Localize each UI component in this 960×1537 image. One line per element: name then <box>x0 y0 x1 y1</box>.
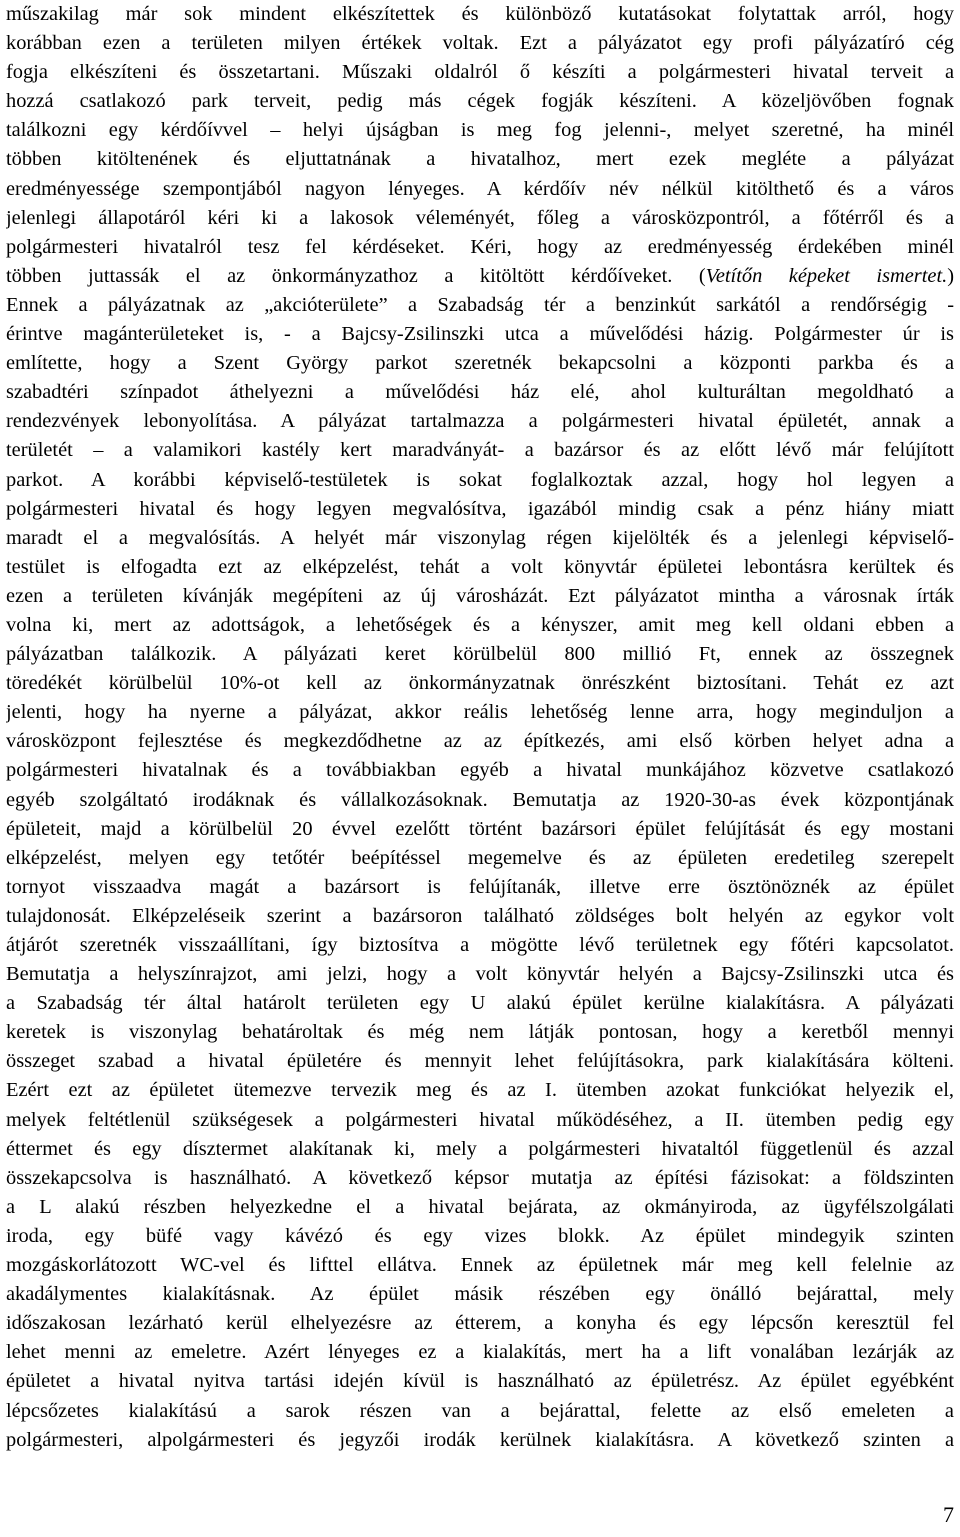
text-line: Ezért ezt az épületet ütemezve tervezik meg és az I. ütemben azokat funkciókat helyezik el, <box>6 1079 954 1102</box>
text-line: jelenlegi állapotáról kéri ki a lakosok véleményét, főleg a városközpontról, a főtérről és a <box>6 206 954 229</box>
text-line: polgármesteri hivatalról tesz fel kérdéseket. Kéri, hogy az eredményesség érdekében minél <box>6 235 954 258</box>
text-line: tulajdonosát. Elképzeléseik szerint a bazársoron található zöldséges bolt helyén az egykor volt <box>6 904 954 927</box>
page-number: 7 <box>943 1502 954 1527</box>
text-line: éttermet és egy dísztermet alakítanak ki, mely a polgármesteri hivataltól függetlenül és azzal <box>6 1137 954 1160</box>
text-line: összekapcsolva is használható. A következő képsor mutatja az építési fázisokat: a földszinten <box>6 1166 954 1189</box>
text-line: polgármesteri hivatalnak és a továbbiakban egyéb a hivatal munkájához közvetve csatlakozó <box>6 759 954 782</box>
text-line: találkozni egy kérdőívvel – helyi újságban is meg fog jelenni-, melyet szeretné, ha minél <box>6 119 954 142</box>
text-line: ezen a területen kívánják megépíteni az új városházát. Ezt pályázatot mintha a városnak írták <box>6 584 954 607</box>
text-line: érintve magánterületeket is, - a Bajcsy-Zsilinszki utca a művelődési házig. Polgármester úr is <box>6 323 954 346</box>
text-line: volna ki, mert az adottságok, a lehetőségek és a kényszer, amit meg kell oldani ebben a <box>6 613 954 636</box>
text-line: elképzelést, melyen egy tetőtér beépítéssel megemelve és az épületen eredetileg szerepelt <box>6 846 954 869</box>
text-line: a L alakú részben helyezkedne el a hivatal bejárata, az okmányiroda, az ügyfélszolgálati <box>6 1195 954 1218</box>
text-line: hozzá csatlakozó park terveit, pedig más cégek fogják készíteni. A közeljövőben fognak <box>6 90 954 113</box>
document-body <box>6 0 954 1455</box>
text-line: Ennek a pályázatnak az „akcióterülete” a Szabadság tér a benzinkút sarkától a rendőrségig - <box>6 293 954 316</box>
text-line: lépcsőzetes kialakítású a sarok részen van a bejárattal, felette az első emeleten a <box>6 1399 954 1422</box>
text-line: átjárót szeretnék visszaállítani, így biztosítva a mögötte lévő területnek egy főtéri kapcsolatot. <box>6 934 954 956</box>
text-line: említette, hogy a Szent György parkot szeretnék bekapcsolni a központi parkba és a <box>6 352 954 375</box>
italic-note: Vetítőn képeket ismertet. <box>705 264 948 287</box>
text-line: időszakosan lezárható kerül elhelyezésre az étterem, a konyha és egy lépcsőn keresztül fel <box>6 1312 954 1335</box>
text-line: parkot. A korábbi képviselő-testületek is sokat foglalkoztak azzal, hogy hol legyen a <box>6 468 954 491</box>
text-line: épületet a hivatal nyitva tartási idején kívül is használható az épületrész. Az épület egyébként <box>6 1370 954 1393</box>
text-line: polgármesteri, alpolgármesteri és jegyzői irodák kerülnek kialakításra. A következő szinten a <box>6 1428 954 1451</box>
text-line: épületeit, majd a körülbelül 20 évvel ezelőtt történt bazársori épület felújítását és egy mostani <box>6 817 954 840</box>
text-line: Bemutatja a helyszínrajzot, ami jelzi, hogy a volt könyvtár helyén a Bajcsy-Zsilinszki utca és <box>6 963 954 986</box>
text-line: melyek feltétlenül szükségesek a polgármesteri hivatal működéséhez, a II. ütemben pedig egy <box>6 1108 954 1131</box>
text-line: korábban ezen a területen milyen értékek voltak. Ezt a pályázatot egy profi pályázatíró cég <box>6 32 954 55</box>
text-line: egyéb szolgáltató irodáknak és vállalkozásoknak. Bemutatja az 1920-30-as évek központjának <box>6 788 954 811</box>
text-line: eredményessége szempontjából nagyon lényeges. A kérdőív név nélkül kitölthető és a város <box>6 177 954 200</box>
text-line: akadálymentes kialakításnak. Az épület másik részében egy önálló bejárattal, mely <box>6 1283 954 1306</box>
text-line: tornyot visszaadva magát a bazársort is felújítanák, illetve erre ösztönöznék az épület <box>6 875 954 898</box>
text-line: töredékét körülbelül 10%-ot kell az önkormányzatnak önrészként biztosítani. Tehát ez azt <box>6 672 954 695</box>
text-line: lehet menni az emeletre. Azért lényeges ez a kialakítás, mert ha a lift vonalában lezárják az <box>6 1341 954 1364</box>
text-line: iroda, egy büfé vagy kávézó és egy vizes blokk. Az épület mindegyik szinten <box>6 1224 954 1247</box>
text-line: többen juttassák el az önkormányzathoz a kitöltött kérdőíveket. (Vetítőn képeket ismertet.) <box>6 264 954 287</box>
text-line: mozgáskorlátozott WC-vel és lifttel ellátva. Ennek az épületnek már meg kell felelnie az <box>6 1254 954 1277</box>
text-line: rendezvények lebonyolítása. A pályázat tartalmazza a polgármesteri hivatal épületét, annak a <box>6 410 954 433</box>
text-line: keretek is viszonylag behatároltak és még nem látják pontosan, hogy a keretből mennyi <box>6 1021 954 1044</box>
text-line: városközpont fejlesztése és megkezdődhetne az az építkezés, ami első körben helyet adna a <box>6 730 954 753</box>
text-line: összeget szabad a hivatal épületére és mennyit lehet felújításokra, park kialakítására költeni. <box>6 1050 954 1073</box>
text-line: pályázatban találkozik. A pályázati keret körülbelül 800 millió Ft, ennek az összegnek <box>6 643 954 666</box>
text-line: területét – a valamikori kastély kert maradványát- a bazársor és az előtt lévő már felújított <box>6 439 954 462</box>
text-line: a Szabadság tér által határolt területen egy U alakú épület kerülne kialakításra. A pályázati <box>6 992 954 1015</box>
text-line: polgármesteri hivatal és hogy legyen megvalósítva, igazából mindig csak a pénz hiány miatt <box>6 497 954 520</box>
text-line: testület is elfogadta ezt az elképzelést, tehát a volt könyvtár épületei lebontásra kerültek és <box>6 555 954 578</box>
text-line: jelenti, hogy ha nyerne a pályázat, akkor reális lehetőség lenne arra, hogy meginduljon a <box>6 701 954 724</box>
text-line: szabadtéri színpadot áthelyezni a művelődési ház elé, ahol kulturáltan megoldható a <box>6 381 954 404</box>
text-line: fogja elkészíteni és összetartani. Műszaki oldalról ő készíti a polgármesteri hivatal terveit a <box>6 61 954 84</box>
text-line: maradt el a megvalósítás. A helyét már viszonylag régen kijelölték és a jelenlegi képviselő- <box>6 526 954 549</box>
text-line: többen kitöltenének és eljuttatnának a hivatalhoz, mert ezek megléte a pályázat <box>6 148 954 171</box>
text-line: műszakilag már sok mindent elkészítettek és különböző kutatásokat folytattak arról, hogy <box>6 3 954 25</box>
